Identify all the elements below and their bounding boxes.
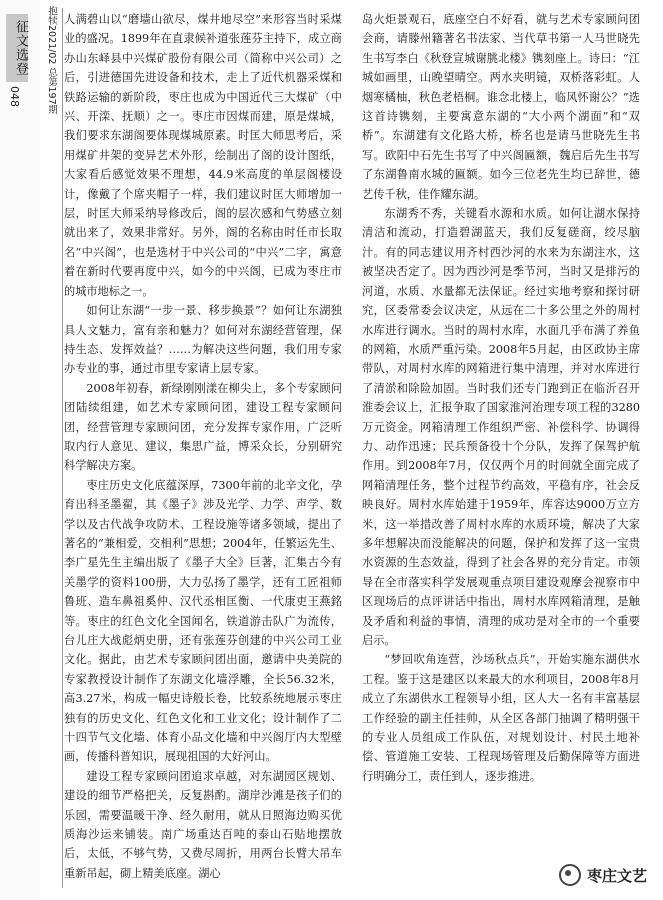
sidebar (0, 0, 40, 900)
magazine-info: 抱犊2021/02 总第197期 (46, 6, 57, 115)
paragraph: “梦回吹角连营，沙场秋点兵”，开始实施东湖供水工程。鉴于这是建区以来最大的水利项目，2008年8月成立了东湖供水工程领导小组，区人大一名有丰富基层工作经验的副主任挂帅，从全区各部门抽调了精明强干的专业人员组成工作队伍，对规划设计、村民土地补偿、管道施工安装、工程现场管理及后勤保障等方面进行明确分工，责任到人，逐步推进。 (362, 653, 640, 783)
page-number: 048 (8, 86, 21, 107)
paragraph: 岛火炬景观石，底座空白不好看，就与艺术专家顾问团会商，请滕州籍著名书法家、当代草书第一人马世晓先生书写李白《秋登宣城谢朓北楼》镌刻座上。诗曰：“江城如画里，山晚望晴空。两水夹明镜，双桥落彩虹。人烟寒橘柚，秋色老梧桐。谁念北楼上，临风怀谢公？”选这首诗镌刻，主要寓意东湖的“大小两个湖面”和“双桥”。东湖建有文化路大桥，桥名也是请马世晓先生书写。欧阳中石先生书写了中兴阁匾额，魏启后先生书写了东湖鲁南水城的匾额。如今三位老先生均已辞世，德艺传千秋，佳作耀东湖。 (362, 13, 640, 201)
paragraph: 人满碧山以“磨墙山欲尽，煤井地尽空”来形容当时采煤业的盛况。1899年在直隶候补道张莲芬主持下，成立商办山东峄县中兴煤矿股份有限公司（简称中兴公司）之后，引进德国先进设备和技术，走上了近代机器采煤和铁路运输的新阶段，枣庄也成为中国近代三大煤矿（中兴、开滦、抚顺）之一。枣庄市因煤而建，原是煤城，我们要求东湖阁要体现煤城原素。时匡大师思考后，采用煤矿井架的变异艺术外形，绘制出了阁的设计图纸，大家看后感觉效果不理想，44.9米高度的单层阁楼设计，像戴了个席夹帽子一样，我们建议时匡大师增加一层，时匡大师采纳导修改后，阁的层次感和气势感立刻就出来了，效果非常好。另外，阁的名称由时任市长取名“中兴阁”，也是选材于中兴公司的“中兴”二字，寓意着在新时代要再度中兴，如今的中兴阁，已成为枣庄市的城市地标之一。 (64, 13, 342, 298)
paragraph: 建设工程专家顾问团追求卓越，对东湖园区规划、建设的细节严格把关，反复斟酌。湖岸沙滩是孩子们的乐园，需要温暖干净、经久耐用，就从日照海边购买优质海沙运来铺装。南广场重达百吨的泰山石贴地摆放后，太低，不够气势，又费尽周折，用两台长臂大吊车重新吊起，砌上精美底座。湖心 (64, 769, 342, 880)
wechat-logo-icon (559, 864, 581, 886)
section-tag: 征文选登 (6, 14, 28, 82)
paragraph: 2008年初春，新绿刚刚漾在柳尖上，多个专家顾问团陆续组建，如艺术专家顾问团，建设工程专家顾问团，经营管理专家顾问团，充分发挥专家作用，广泛听取内行人意见、建议，集思广益，博采众长，分别研究科学解决方案。 (64, 381, 342, 473)
paragraph: 枣庄历史文化底蕴深厚，7300年前的北辛文化，孕育出科圣墨翟，其《墨子》涉及光学、力学、声学、数学以及古代战争攻防术、工程设施等诸多领域，提出了著名的“兼相爱，交相利”思想；2004年，任繁运先生、李广星先生主编出版了《墨子大全》巨著，汇集古今有关墨学的资料100册，大力弘扬了墨学，还有工匠祖师鲁班、造车鼻祖奚仲、汉代丞相匡衡、一代康吏王燕銘等。枣庄的红色文化全国闻名，铁道游击队广为流传，台儿庄大战彪炳史册，还有张莲芬创建的中兴公司工业文化。据此，由艺术专家顾问团出面，邀请中央美院的专家教授设计制作了东湖文化墙浮雕，全长56.32米，高3.27米，构成一幅史诗般长卷，比较系统地展示枣庄独有的历史文化、红色文化和工业文化；设计制作了二十四节气文化墙、体育小品文化墙和中兴阁厅内大型壁画，传播科普知识，展现祖国的大好河山。 (64, 478, 342, 764)
paragraph: 如何让东湖“一步一景、移步换景”？如何让东湖独具人文魅力，富有亲和魅力？如何对东湖经营管理，保持生态、发挥效益？……为解决这些问题，我们用专家办专业的事，通过市里专家请上层专家。 (64, 304, 342, 376)
watermark-text: 枣庄文艺 (586, 866, 647, 885)
watermark (555, 862, 651, 888)
left-column (64, 10, 342, 883)
right-column (362, 10, 640, 786)
divider-line (62, 8, 63, 888)
paragraph: 东湖秀不秀，关键看水源和水质。如何让湖水保持清洁和流动，打造碧湖蓝天，我们反复磋商，绞尽脑汁。有的同志建议用齐村西沙河的水来为东湖注水，这被坚决否定了。因为西沙河是季节河，当时又是排污的河道，水质、水量都无法保证。经过实地考察和探讨研究，区委常委会议决定，从远在二十多公里之外的周村水库进行调水。当时的周村水库，水面几乎布满了养鱼的网箱，水质严重污染。2008年5月起，由区政协主席带队，对周村水库的网箱进行集中清理，并对水库进行了清淤和除险加固。当时我们还专门跑到正在临沂召开淮委会议上，汇报争取了国家淮河治理专项工程的3280万元资金。网箱清理工作组织严密、补偿科学、协调得力、动作迅速；民兵预备役十个分队，发挥了保驾护航作用。到2008年7月，仅仅两个月的时间就全面完成了网箱清理任务，整个过程节约高效，平稳有序，社会反映良好。周村水库始建于1959年，库容达9000万立方米，这一举措改善了周村水库的水质环境，解决了大家多年想解决而没能解决的问题，保护和发挥了这一宝贵水资源的生态效益，得到了社会各界的充分肯定。市领导在全市落实科学发展观重点项目建设观摩会视察市中区现场后的点评讲话中指出，周村水库网箱清理，是触及矛盾和利益的事情，清理的成功是对全市的一个重要启示。 (362, 207, 640, 647)
